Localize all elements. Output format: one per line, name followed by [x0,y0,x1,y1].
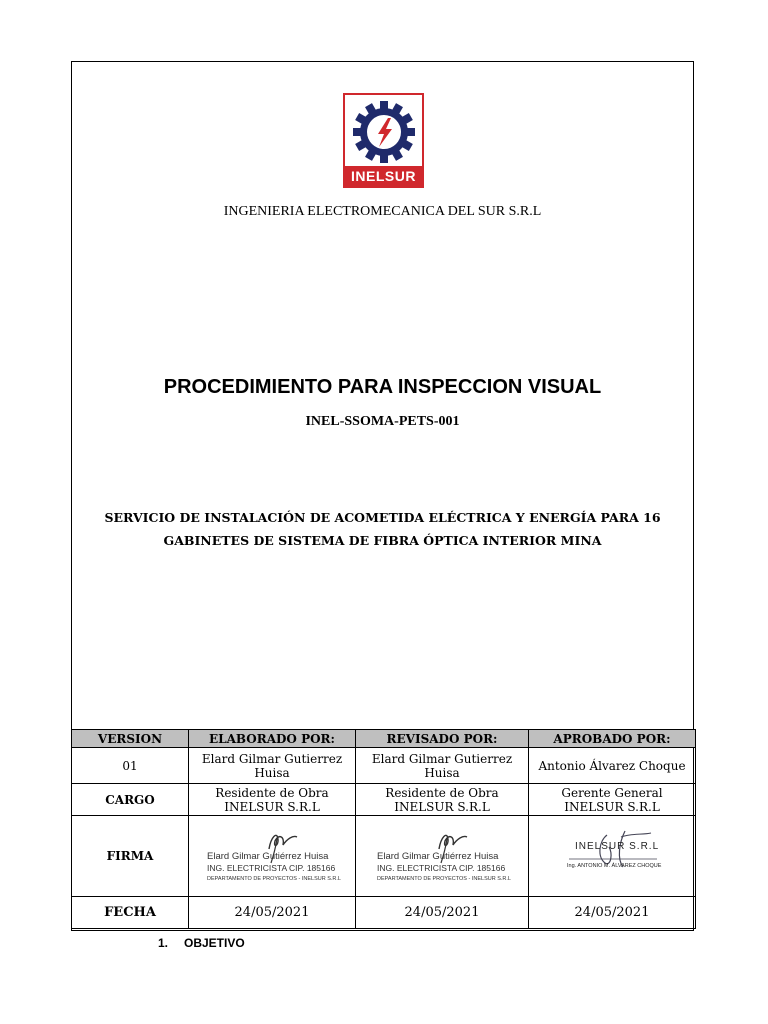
aprobado-cargo-line-1: Gerente General [561,785,663,800]
section-number: 1. [158,936,169,950]
aprobado-cargo [529,784,696,816]
cargo-row [72,784,696,816]
header-version: VERSION [72,730,189,748]
section-heading [158,936,245,950]
header-elaborado: ELABORADO POR: [189,730,356,748]
elaborado-cargo-line-2: INELSUR S.R.L [224,799,320,814]
signature-name: Elard Gilmar Gutiérrez Huisa [377,851,499,862]
service-description [95,506,670,552]
aprobado-name: Antonio Álvarez Choque [529,748,696,784]
fecha-label: FECHA [72,897,189,929]
revisado-name-line-1: Elard Gilmar Gutierrez [371,751,513,766]
version-row [72,748,696,784]
section-title: OBJETIVO [184,936,245,950]
revisado-cargo-line-1: Residente de Obra [385,785,499,800]
revisado-fecha: 24/05/2021 [356,897,529,929]
aprobado-cargo-line-2: INELSUR S.R.L [564,799,660,814]
elaborado-fecha: 24/05/2021 [189,897,356,929]
firma-label: FIRMA [72,816,189,897]
stamp-image [547,823,677,889]
logo-wordmark: INELSUR [345,166,422,186]
document-title: PROCEDIMIENTO PARA INSPECCION VISUAL [163,376,602,398]
signature-department: DEPARTAMENTO DE PROYECTOS - INELSUR S.R.L [207,876,341,882]
elaborado-cargo-line-1: Residente de Obra [215,785,329,800]
signature-cip: ING. ELECTRICISTA CIP. 185166 [207,863,336,873]
aprobado-signature [529,816,696,897]
revisado-name [356,748,529,784]
elaborado-name [189,748,356,784]
elaborado-signature [189,816,356,897]
firma-row [72,816,696,897]
revisado-cargo-line-2: INELSUR S.R.L [394,799,490,814]
revisado-signature [356,816,529,897]
approval-table [71,729,696,929]
aprobado-fecha: 24/05/2021 [529,897,696,929]
elaborado-name-line-1: Elard Gilmar Gutierrez [201,751,343,766]
gear-bolt-icon [351,98,417,166]
document-code: INEL-SSOMA-PETS-001 [305,414,460,429]
stamp-name: Ing. ANTONIO M. ÁLVAREZ CHOQUE [567,863,662,869]
service-line-2: GABINETES DE SISTEMA DE FIBRA ÓPTICA INTERIOR MINA [163,533,602,548]
revisado-cargo [356,784,529,816]
inelsur-logo [343,93,424,188]
table-header-row [72,730,696,748]
fecha-row [72,897,696,929]
elaborado-name-line-2: Huisa [254,765,290,780]
service-line-1: SERVICIO DE INSTALACIÓN DE ACOMETIDA ELÉCTRICA Y ENERGÍA PARA 16 [104,510,661,525]
stamp-company: INELSUR S.R.L [575,841,660,852]
company-name: INGENIERIA ELECTROMECANICA DEL SUR S.R.L [223,204,542,219]
handwritten-signature-icon [547,823,677,889]
cargo-label: CARGO [72,784,189,816]
signature-image [377,823,511,889]
signature-cip: ING. ELECTRICISTA CIP. 185166 [377,863,506,873]
elaborado-cargo [189,784,356,816]
signature-image [207,823,341,889]
version-value: 01 [72,748,189,784]
header-revisado: REVISADO POR: [356,730,529,748]
header-aprobado: APROBADO POR: [529,730,696,748]
signature-department: DEPARTAMENTO DE PROYECTOS - INELSUR S.R.L [377,876,511,882]
revisado-name-line-2: Huisa [424,765,460,780]
signature-name: Elard Gilmar Gutiérrez Huisa [207,851,329,862]
